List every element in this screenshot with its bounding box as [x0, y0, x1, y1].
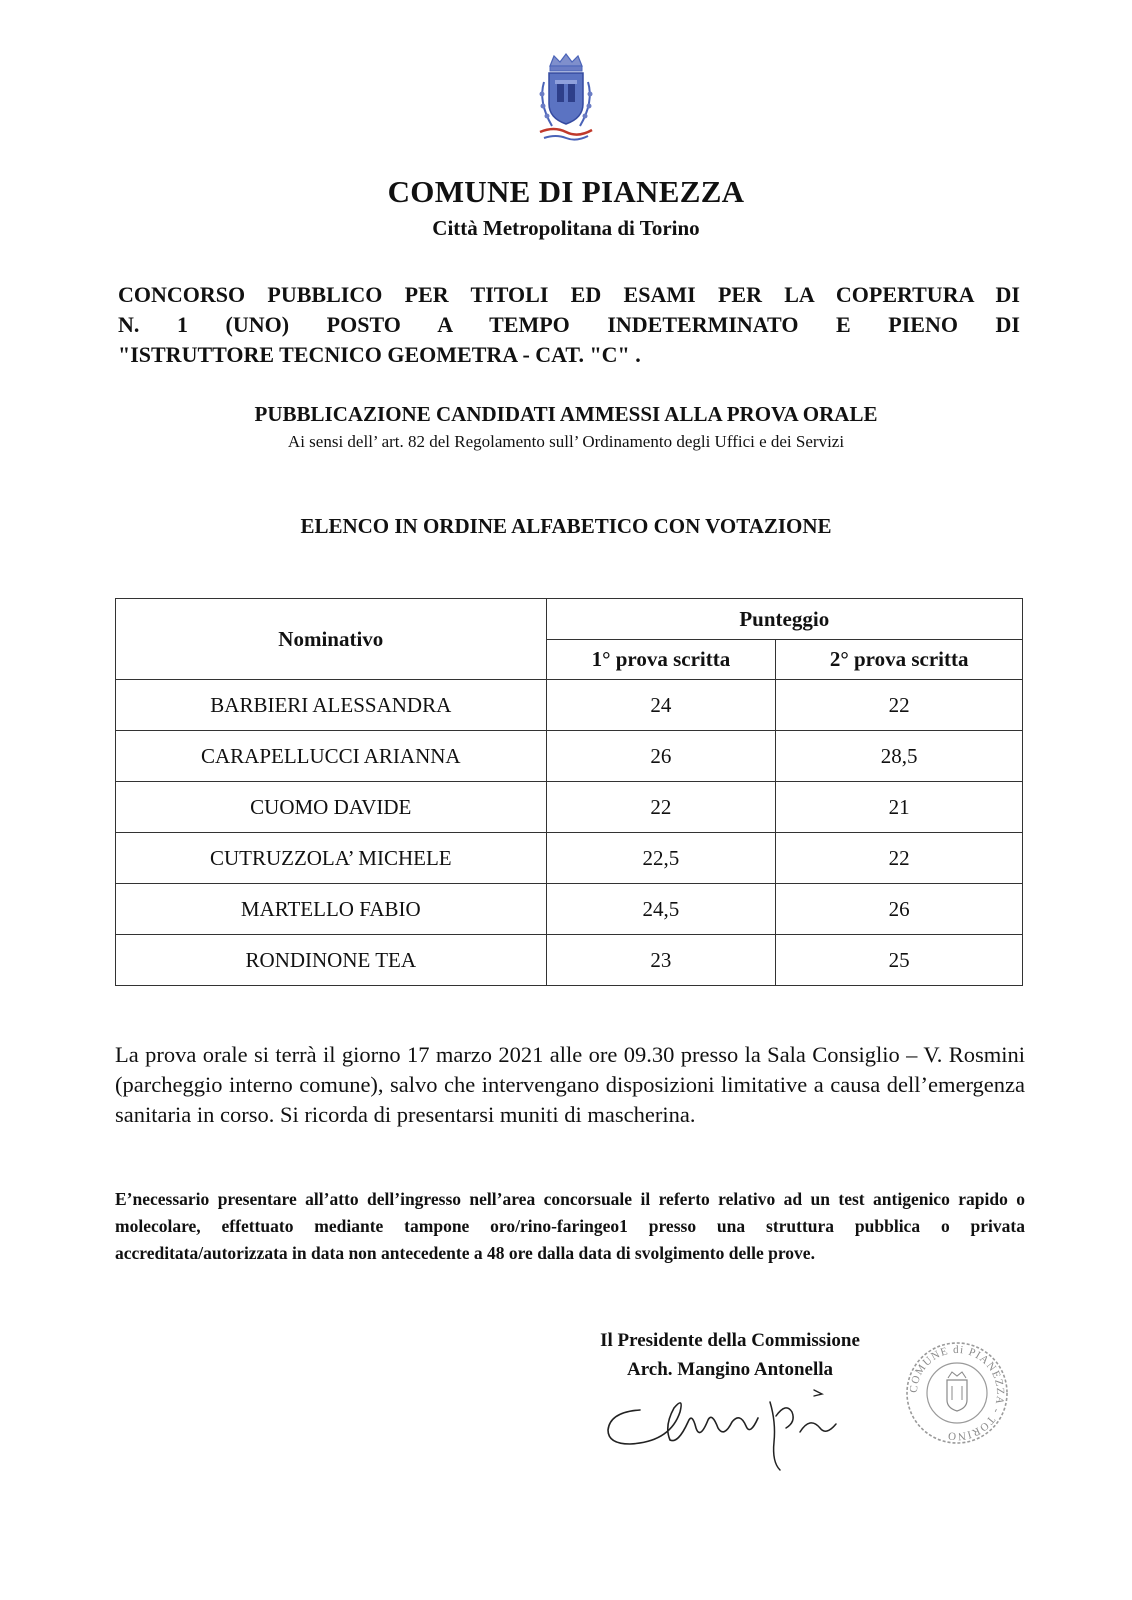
- municipal-crest-icon: [530, 52, 602, 148]
- table-row: [116, 833, 1023, 884]
- svg-text:COMUNE di PIANEZZA - TORINO: [908, 1344, 1006, 1442]
- score-test-1: 26: [546, 731, 776, 782]
- table-header-row: [116, 599, 1023, 640]
- table-row: [116, 935, 1023, 986]
- oral-exam-info: La prova orale si terrà il giorno 17 marzo 2021 alle ore 09.30 presso la Sala Consiglio – V. Rosmini (parcheggio interno comune), salvo che intervengano disposizioni limitative a causa dell’emergenza sanitaria in corso. Si ricorda di presentarsi muniti di mascherina.: [115, 1042, 1025, 1127]
- table-row: [116, 884, 1023, 935]
- candidate-name: CUTRUZZOLA’ MICHELE: [116, 833, 547, 884]
- scores-table: [115, 598, 1023, 986]
- handwritten-signature: [600, 1382, 860, 1474]
- contest-line-3: "ISTRUTTORE TECNICO GEOMETRA - CAT. "C" .: [118, 342, 641, 367]
- contest-description: [118, 280, 1020, 370]
- score-test-1: 24: [546, 680, 776, 731]
- column-header-name: Nominativo: [116, 599, 547, 680]
- score-test-2: 28,5: [776, 731, 1023, 782]
- list-heading: ELENCO IN ORDINE ALFABETICO CON VOTAZIONE: [300, 514, 832, 538]
- publication-heading: PUBBLICAZIONE CANDIDATI AMMESSI ALLA PROVA ORALE: [254, 402, 878, 426]
- health-requirement-notice: E’necessario presentare all’atto dell’ingresso nell’area concorsuale il referto relativo ad un test antigenico rapido o molecolare, effettuato mediante tampone oro/rino-faringeo1 presso una struttura pubblica o privata accreditata/autorizzata in data non antecedente a 48 ore dalla data di svolgimento delle prove.: [115, 1189, 1025, 1263]
- candidate-name: BARBIERI ALESSANDRA: [116, 680, 547, 731]
- score-test-1: 22,5: [546, 833, 776, 884]
- table-row: [116, 731, 1023, 782]
- official-stamp-icon: [902, 1338, 1012, 1448]
- score-test-1: 22: [546, 782, 776, 833]
- score-test-2: 21: [776, 782, 1023, 833]
- signer-role: Il Presidente della Commissione: [600, 1330, 860, 1351]
- score-test-2: 26: [776, 884, 1023, 935]
- candidate-name: RONDINONE TEA: [116, 935, 547, 986]
- score-test-1: 24,5: [546, 884, 776, 935]
- signer-name: Arch. Mangino Antonella: [626, 1359, 834, 1380]
- score-test-2: 25: [776, 935, 1023, 986]
- publication-subheading: Ai sensi dell’ art. 82 del Regolamento sull’ Ordinamento degli Uffici e dei Servizi: [287, 432, 845, 451]
- contest-line-2: N. 1 (UNO) POSTO A TEMPO INDETERMINATO E PIENO DI: [118, 312, 1020, 337]
- table-row: [116, 782, 1023, 833]
- score-test-2: 22: [776, 680, 1023, 731]
- municipality-subtitle: Città Metropolitana di Torino: [432, 216, 700, 240]
- column-header-test-2: 2° prova scritta: [776, 640, 1023, 680]
- stamp-text: COMUNE di PIANEZZA - TORINO: [907, 1343, 1007, 1443]
- column-group-header-score: Punteggio: [546, 599, 1022, 640]
- score-test-2: 22: [776, 833, 1023, 884]
- column-header-test-1: 1° prova scritta: [546, 640, 776, 680]
- candidate-name: MARTELLO FABIO: [116, 884, 547, 935]
- score-test-1: 23: [546, 935, 776, 986]
- candidate-name: CARAPELLUCCI ARIANNA: [116, 731, 547, 782]
- candidate-name: CUOMO DAVIDE: [116, 782, 547, 833]
- table-row: [116, 680, 1023, 731]
- municipality-title: COMUNE DI PIANEZZA: [387, 174, 745, 209]
- contest-line-1: CONCORSO PUBBLICO PER TITOLI ED ESAMI PER LA COPERTURA DI: [118, 282, 1020, 307]
